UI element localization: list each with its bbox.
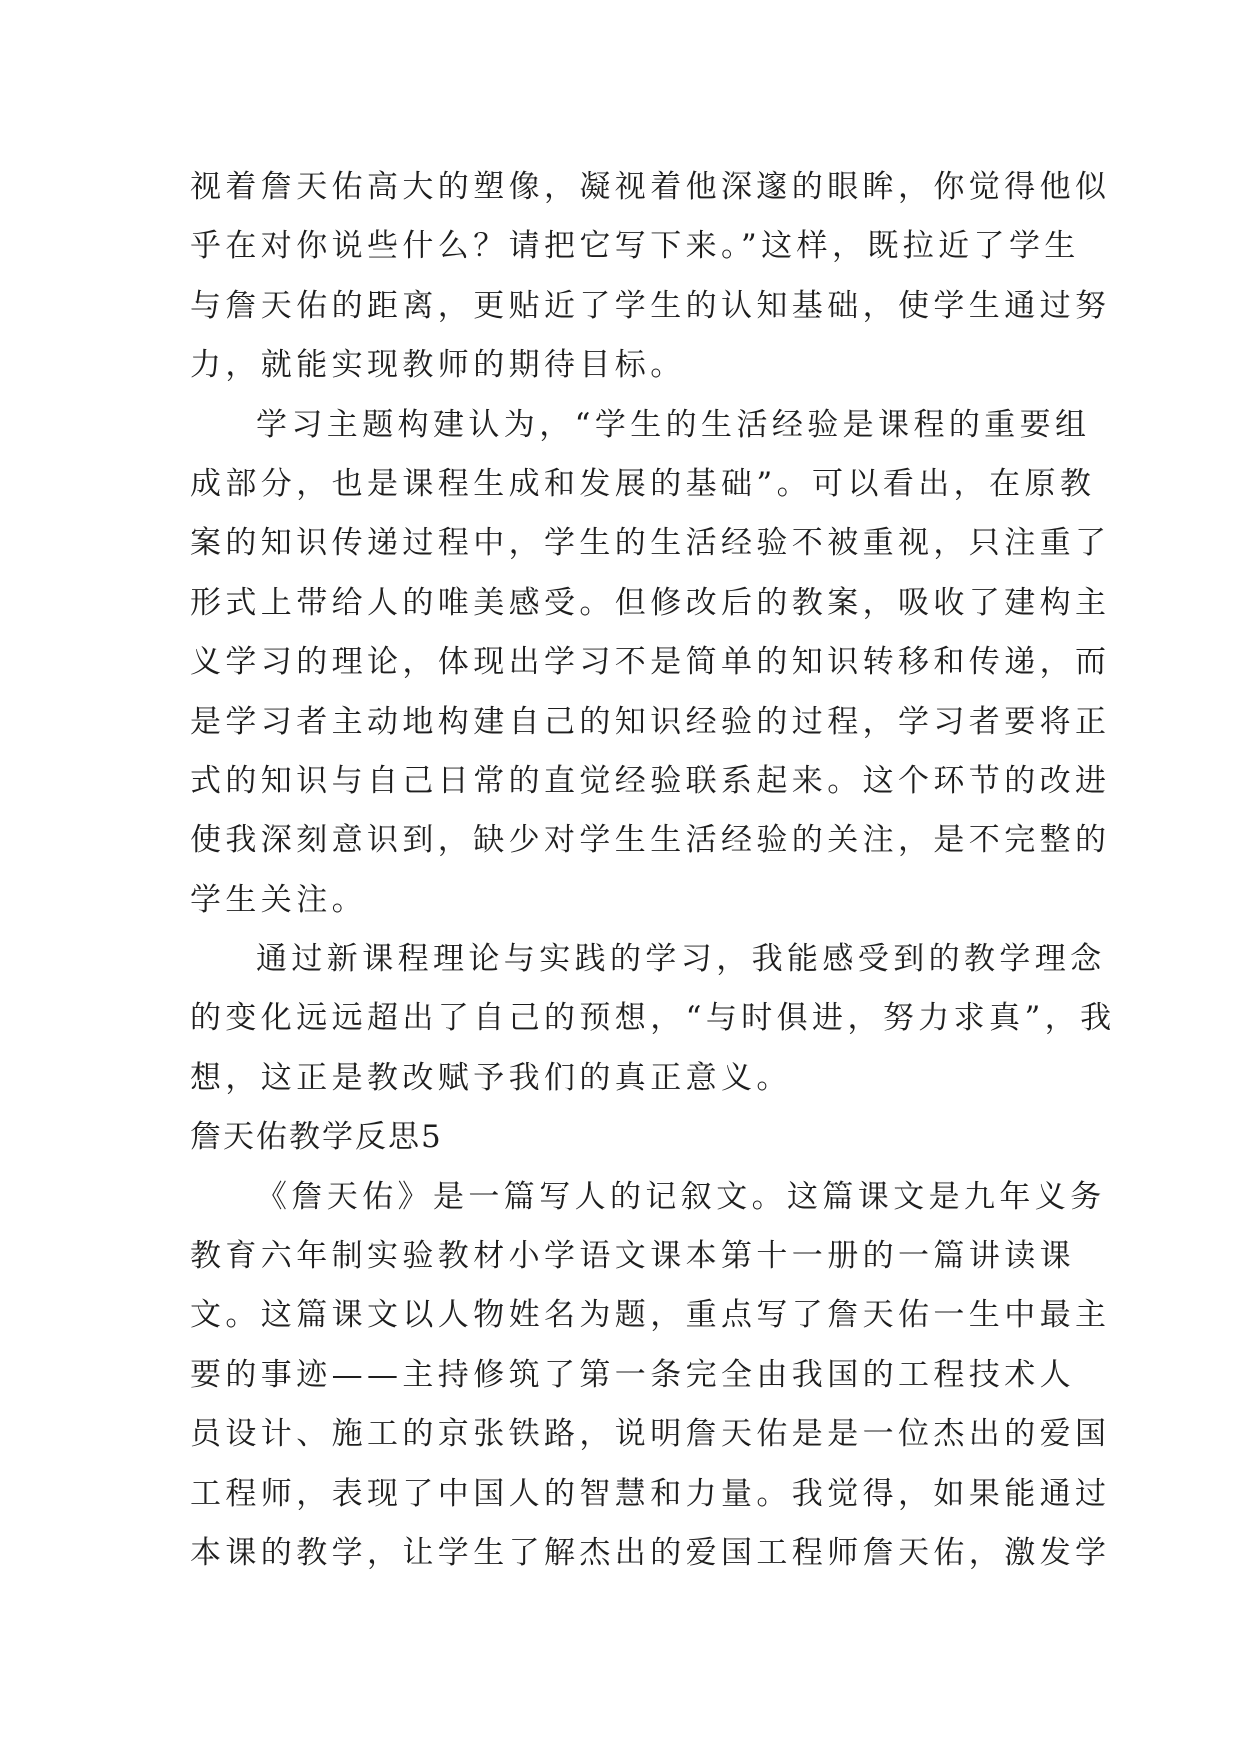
text-line: 《詹天佑》是一篇写人的记叙文。这篇课文是九年义务: [256, 1178, 1106, 1215]
text-line: 学习主题构建认为，“学生的生活经验是课程的重要组: [256, 406, 1091, 443]
text-line: 使我深刻意识到，缺少对学生生活经验的关注，是不完整的: [190, 822, 1111, 859]
text-line: 学生关注。: [190, 881, 367, 918]
text-line: 案的知识传递过程中，学生的生活经验不被重视，只注重了: [190, 525, 1111, 562]
paragraph-3: [190, 930, 1116, 1108]
text-line: 式的知识与自己日常的直觉经验联系起来。这个环节的改进: [190, 762, 1111, 799]
text-line: 通过新课程理论与实践的学习，我能感受到的教学理念: [256, 941, 1106, 978]
text-line: 要的事迹——主持修筑了第一条完全由我国的工程技术人: [190, 1356, 1075, 1393]
section-heading: 詹天佑教学反思5: [190, 1119, 443, 1156]
text-line: 本课的教学，让学生了解杰出的爱国工程师詹天佑，激发学: [190, 1534, 1111, 1571]
text-line: 与詹天佑的距离，更贴近了学生的认知基础，使学生通过努: [190, 287, 1111, 324]
text-line: 成部分，也是课程生成和发展的基础”。可以看出，在原教: [190, 465, 1096, 502]
text-line: 工程师，表现了中国人的智慧和力量。我觉得，如果能通过: [190, 1475, 1111, 1512]
text-line: 文。这篇课文以人物姓名为题，重点写了詹天佑一生中最主: [190, 1297, 1111, 1334]
text-line: 员设计、施工的京张铁路，说明詹天佑是是一位杰出的爱国: [190, 1416, 1111, 1453]
text-line: 视着詹天佑高大的塑像，凝视着他深邃的眼眸，你觉得他似: [190, 169, 1111, 205]
text-line: 乎在对你说些什么？请把它写下来。”这样，既拉近了学生: [190, 228, 1080, 265]
document-body: [190, 158, 1116, 1583]
text-line-indented: [190, 930, 1106, 989]
paragraph-4: [190, 1168, 1111, 1584]
paragraph-2: [190, 396, 1111, 931]
text-line: 教育六年制实验教材小学语文课本第十一册的一篇讲读课: [190, 1238, 1075, 1275]
text-line: 义学习的理论，体现出学习不是简单的知识转移和传递，而: [190, 644, 1111, 681]
text-line: 想，这正是教改赋予我们的真正意义。: [190, 1059, 792, 1096]
text-line: 形式上带给人的唯美感受。但修改后的教案，吸收了建构主: [190, 584, 1111, 621]
text-line-indented: [190, 1168, 1106, 1227]
text-line: 的变化远远超出了自己的预想，“与时俱进，努力求真”，我: [190, 1000, 1116, 1037]
paragraph-1: [190, 158, 1111, 396]
text-line: 力，就能实现教师的期待目标。: [190, 347, 686, 384]
text-line: 是学习者主动地构建自己的知识经验的过程，学习者要将正: [190, 703, 1111, 740]
text-line-indented: [190, 396, 1091, 455]
